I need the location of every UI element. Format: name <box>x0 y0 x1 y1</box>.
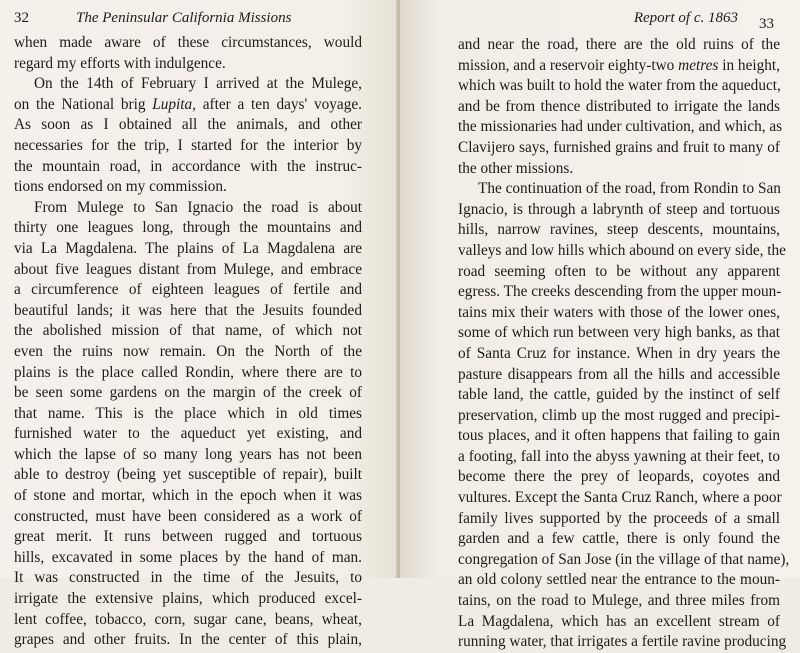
text-line: beautiful lands; it was here that the Jesuits founded <box>14 301 362 319</box>
text-line: able to destroy (being yet susceptible of repair), built <box>14 466 362 484</box>
text-line: valleys and low hills which abound on every side, the <box>458 241 786 259</box>
text-line: of Santa Cruz for instance. When in dry years the <box>458 344 780 362</box>
text-line: the missionaries had under cultivation, and which, as <box>458 118 783 136</box>
text-line: the mountain road, in accordance with the instruc- <box>14 157 362 175</box>
text-line: of stone and mortar, which in the epoch when it was <box>14 487 362 505</box>
text-line: congregation of San Jose (in the village of that name), <box>458 550 790 568</box>
text-line: necessaries for the trip, I started for the interior by <box>14 136 362 154</box>
text-line: hills, excavated in some places by the hand of man. <box>14 548 362 566</box>
text-line: and be from thence distributed to irrigate the lands <box>458 97 780 115</box>
text-line: via La Magdalena. The plains of La Magdalena are <box>14 239 362 257</box>
text-line: about five leagues distant from Mulege, and embrace <box>14 260 362 278</box>
text-line: pasture disappears from all the hills and accessible <box>458 365 780 383</box>
text-line: As soon as I obtained all the animals, and other <box>14 116 362 134</box>
text-line: grapes and other fruits. In the center of this plain, <box>14 631 362 649</box>
text-line: garden and a few cattle, there is only found the <box>458 530 780 548</box>
text-line: the other missions. <box>458 159 574 177</box>
text-line: become there the prey of leopards, coyotes and <box>458 468 780 486</box>
text-line: running water, that irrigates a fertile ravine producing <box>458 633 787 651</box>
text-line: Ignacio, is through a labrynth of steep and tortuous <box>458 200 780 218</box>
right-page <box>400 0 800 651</box>
text-line: From Mulege to San Ignacio the road is about <box>34 198 362 216</box>
left-page <box>0 0 398 649</box>
text-line: thirty one leagues long, through the mountains and <box>14 219 362 237</box>
text-line: some of which run between very high banks, as that <box>458 324 780 342</box>
text-line: a circumference of eighteen leagues of fertile and <box>14 281 362 299</box>
text-line: family lives supported by the proceeds of a small <box>458 509 780 527</box>
text-line: On the 14th of February I arrived at the Mulege, <box>34 75 362 93</box>
right-page-number: 33 <box>759 16 774 32</box>
text-line: tains mix their waters with those of the lower ones, <box>458 303 780 321</box>
text-line: the abolished mission of that name, of which not <box>14 322 362 340</box>
text-line: irrigate the extensive plains, which produced excel- <box>14 590 362 608</box>
left-running-header <box>14 10 359 32</box>
text-line: great merit. It runs between rugged and tortuous <box>14 528 362 546</box>
right-running-head: Report of c. 1863 <box>633 10 738 26</box>
right-body-text <box>458 35 790 653</box>
text-line: road seeming often to be without any apparent <box>458 262 780 280</box>
text-line: an old colony settled near the entrance to the moun- <box>458 571 780 589</box>
text-line: a footing, fall into the abyss yawning at their feet, to <box>458 447 780 465</box>
text-line: be seen some gardens on the margin of the creek of <box>14 384 362 402</box>
text-line: when made aware of these circumstances, would <box>14 34 362 51</box>
left-running-head: The Peninsular California Missions <box>76 10 292 26</box>
text-line: regard my efforts with indulgence. <box>14 54 226 72</box>
italic-word: metres <box>678 56 719 74</box>
text-line: which was built to hold the water from the aqueduct, <box>458 77 781 95</box>
right-running-header <box>400 10 778 32</box>
text-line: lent coffee, tobacco, corn, sugar cane, beans, wheat, <box>14 610 362 628</box>
text-line: even the ruins now remain. On the North of the <box>14 342 362 360</box>
text-line: constructed, must have been considered as a work of <box>14 507 362 525</box>
text-line: tains, on the road to Mulege, and three miles from <box>458 592 780 610</box>
text-line: and near the road, there are the old ruins of the <box>458 36 780 53</box>
text-line: The continuation of the road, from Rondin to San <box>478 180 781 198</box>
text-line: vultures. Except the Santa Cruz Ranch, where a poor <box>458 489 782 507</box>
text-line: on the National brig Lupita, after a ten days' voyage. <box>14 95 362 113</box>
text-line: tous places, and it often happens that failing to gain <box>458 427 780 445</box>
text-line: mission, and a reservoir eighty-two metres in height, <box>458 56 780 74</box>
text-line: Clavijero says, furnished grains and fruit to many of <box>458 138 780 156</box>
text-line: hills, narrow ravines, steep descents, mountains, <box>458 221 780 239</box>
text-line: preservation, climb up the most rugged and precipi- <box>458 406 780 424</box>
left-body-text <box>14 33 362 651</box>
text-line: egress. The creeks descending from the upper moun- <box>458 283 782 301</box>
text-line: It was constructed in the time of the Jesuits, to <box>14 569 362 587</box>
text-line: that name. This is the place which in old times <box>14 404 362 422</box>
text-line: La Magdalena, which has an excellent stream of <box>458 612 780 630</box>
text-line: furnished water to the aqueduct yet existing, and <box>14 425 362 443</box>
text-line: plains is the place called Rondin, where there are to <box>14 363 362 381</box>
text-line: table land, the cattle, guided by the instinct of self <box>458 386 780 404</box>
text-line: tions endorsed on my commission. <box>14 178 227 196</box>
italic-word: Lupita, <box>152 95 197 113</box>
text-line: which the lapse of so many long years has not been <box>14 445 362 463</box>
left-page-number: 32 <box>14 10 29 26</box>
